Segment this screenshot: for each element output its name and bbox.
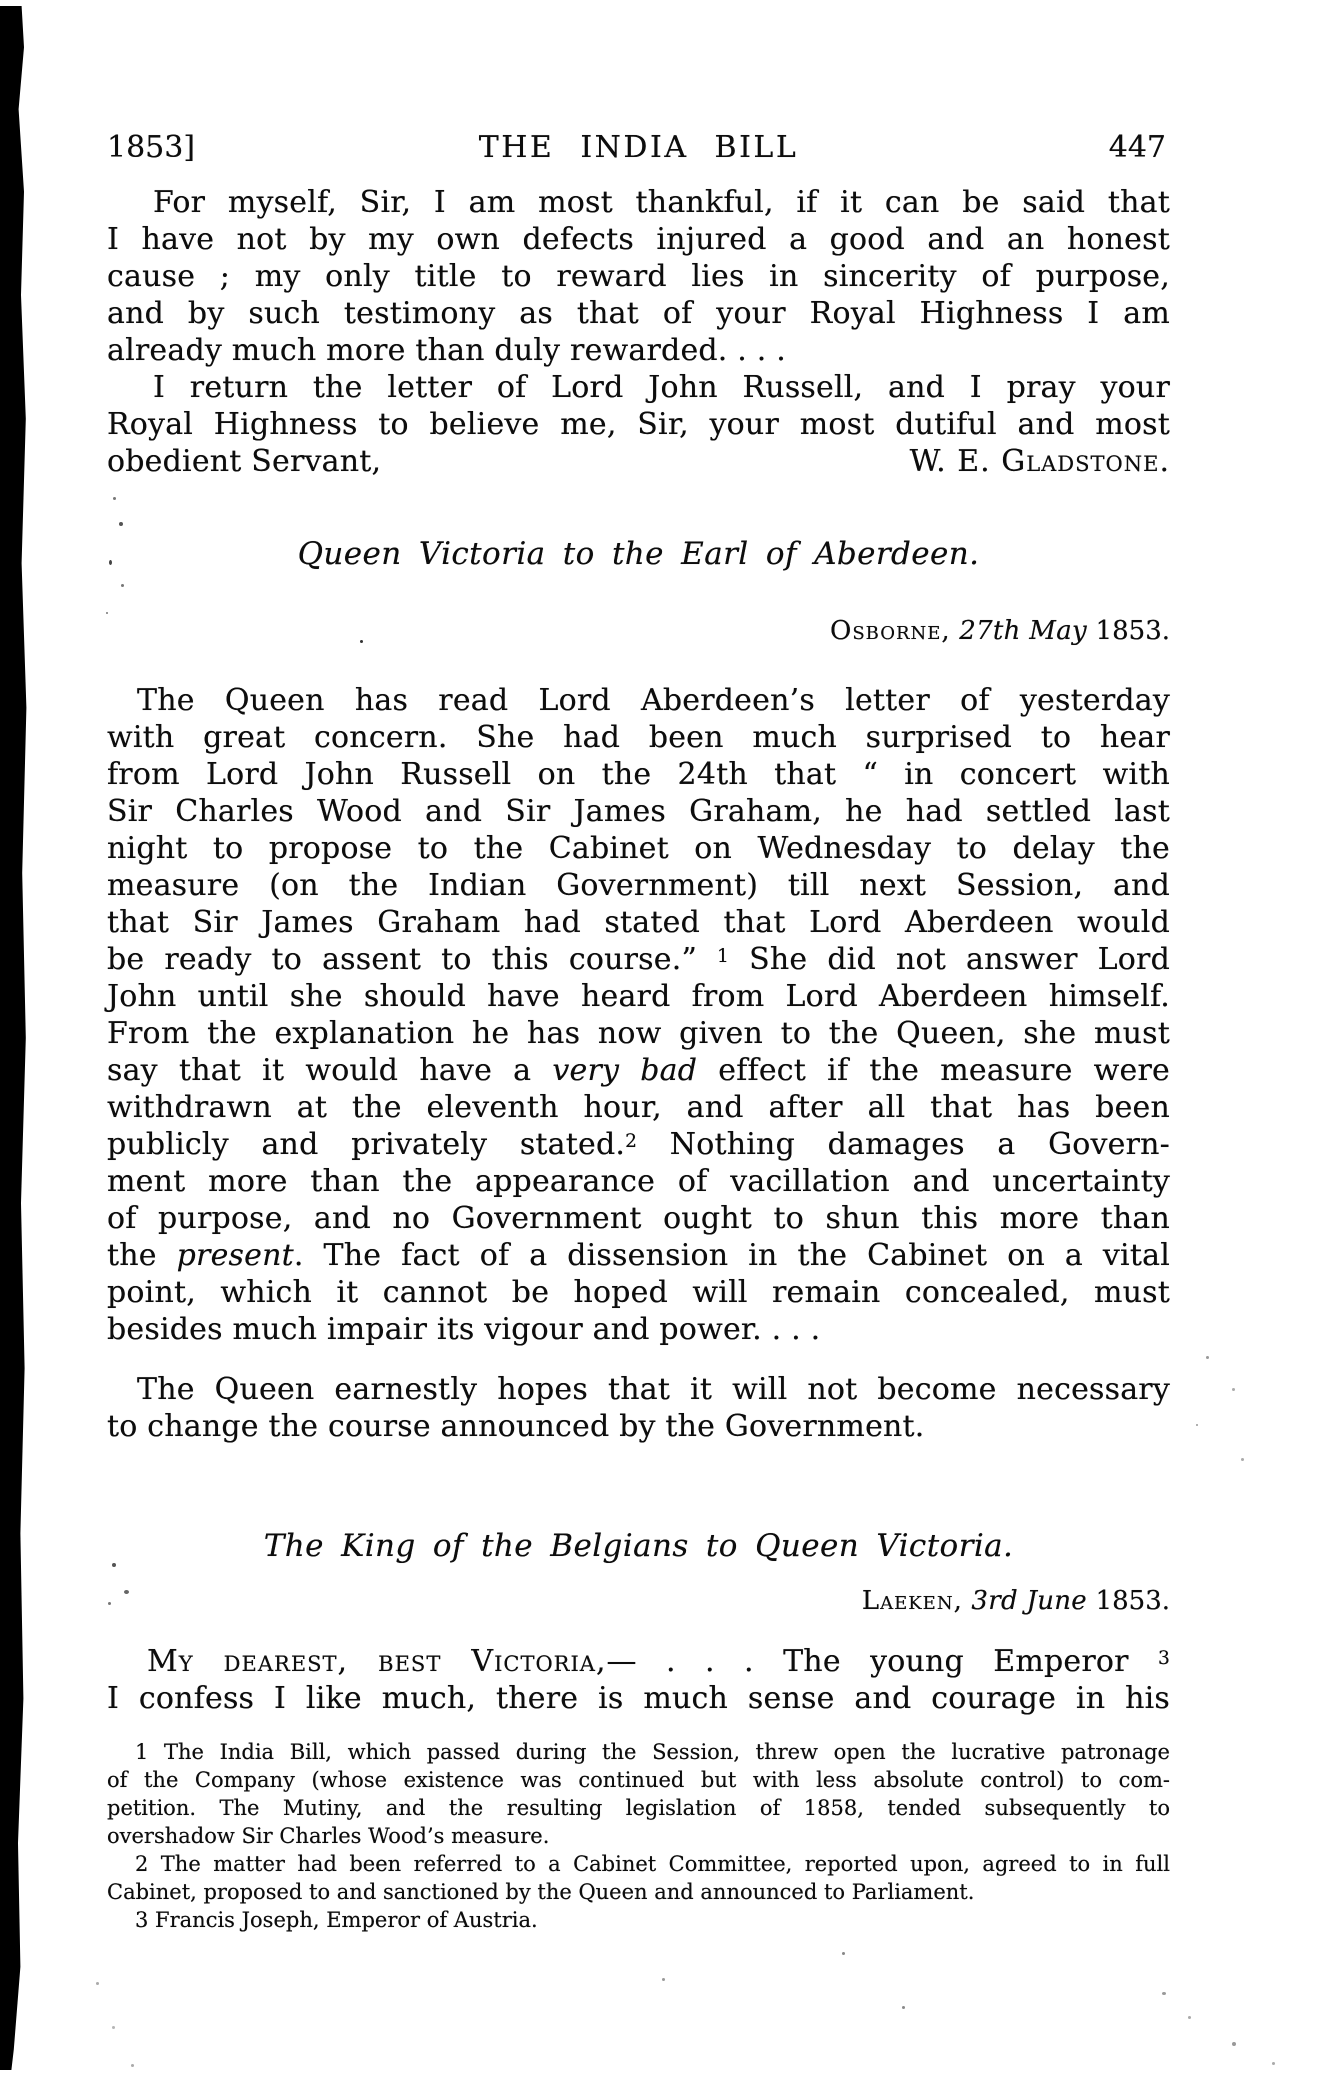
belgians-letter-paragraph [107,1644,1170,1718]
noise-speck [121,584,124,587]
text-line: overshadow Sir Charles Wood’s measure. [107,1824,550,1848]
text-line: I confess I like much, there is much sense and courage in his [107,1681,1170,1716]
text-line: 1 The India Bill, which passed during the Session, threw open the lucrative patronage [135,1740,1170,1764]
noise-speck [113,497,116,500]
text-line: The Queen has read Lord Aberdeen’s letter of yesterday [137,683,1170,718]
noise-speck [131,2064,134,2067]
gladstone-letter-closing [107,444,1170,481]
noise-speck [1232,2042,1236,2046]
text-line: The Queen earnestly hopes that it will not become necessary [137,1372,1170,1407]
noise-speck [1241,1458,1244,1461]
noise-speck [108,1602,111,1605]
page-number: 447 [1108,130,1166,165]
noise-speck [662,1978,665,1981]
text-line: with great concern. She had been much surprised to hear [107,720,1170,755]
text-line: and by such testimony as that of your Royal Highness I am [107,296,1170,331]
text-line: cause ; my only title to reward lies in sincerity of purpose, [107,259,1170,294]
text-line: be ready to assent to this course.” $^1$ She did not answer Lord [107,942,1170,977]
noise-speck [96,1982,99,1985]
noise-speck [106,612,108,614]
text-line: For myself, Sir, I am most thankful, if it can be said that [153,185,1170,220]
noise-speck [1196,1424,1198,1426]
noise-speck [1188,2016,1191,2019]
text-line: ment more than the appearance of vacillation and uncertainty [107,1164,1170,1199]
text-line: 3 Francis Joseph, Emperor of Austria. [135,1908,538,1932]
dateline-laeken: Laeken, 3rd June 1853. [861,1586,1170,1616]
noise-speck [360,640,363,643]
noise-speck [1272,2062,1275,2065]
letter-heading-victoria: Queen Victoria to the Earl of Aberdeen. [297,536,980,572]
text-line: John until she should have heard from Lord Aberdeen himself. [107,979,1170,1014]
text-line: Sir Charles Wood and Sir James Graham, he had settled last [107,794,1170,829]
noise-speck [902,2006,905,2009]
text-line: I return the letter of Lord John Russell, and I pray your [153,370,1170,405]
noise-speck [124,1590,129,1594]
text-line: 2 The matter had been referred to a Cabinet Committee, reported upon, agreed to in full [135,1852,1170,1876]
noise-speck [1162,1992,1166,1995]
page-header [107,130,1170,164]
noise-speck [112,1563,116,1567]
signature: W. E. Gladstone. [909,444,1170,479]
year-label: 1853] [107,130,196,165]
text-line: of purpose, and no Government ought to shun this more than [107,1201,1170,1236]
text-line: to change the course announced by the Government. [107,1409,925,1444]
scan-edge-bar [0,6,30,2070]
noise-speck [112,2026,115,2029]
noise-speck [119,522,123,526]
closing-line [107,444,1170,481]
noise-speck [1206,1356,1209,1359]
noise-speck [109,560,112,565]
text-line: petition. The Mutiny, and the resulting legislation of 1858, tended subsequently to [107,1796,1170,1820]
text-line: measure (on the Indian Government) till next Session, and [107,868,1170,903]
text-line: besides much impair its vigour and power. . . . [107,1312,821,1347]
text-line: withdrawn at the eleventh hour, and after all that has been [107,1090,1170,1125]
gladstone-letter-paragraphs [107,185,1170,444]
text-line: the present. The fact of a dissension in the Cabinet on a vital [107,1238,1170,1273]
text-line: already much more than duly rewarded. . . . [107,333,786,368]
victoria-letter-paragraph-2 [107,1372,1170,1446]
text-line: point, which it cannot be hoped will remain concealed, must [107,1275,1170,1310]
text-line: of the Company (whose existence was continued but with less absolute control) to com- [107,1768,1170,1792]
text-line: from Lord John Russell on the 24th that “ in concert with [107,757,1170,792]
text-line: Royal Highness to believe me, Sir, your most dutiful and most [107,407,1170,442]
text-line: From the explanation he has now given to the Queen, she must [107,1016,1170,1051]
text-line: Cabinet, proposed to and sanctioned by the Queen and announced to Parliament. [107,1880,975,1904]
noise-speck [842,1952,845,1955]
victoria-letter-paragraph-1 [107,683,1170,1349]
text-line: I have not by my own defects injured a good and an honest [107,222,1170,257]
text-line: that Sir James Graham had stated that Lord Aberdeen would [107,905,1170,940]
text-line: publicly and privately stated.$^2$ Nothing damages a Govern- [107,1127,1170,1162]
letter-heading-belgians: The King of the Belgians to Queen Victoria. [263,1528,1014,1564]
noise-speck [1232,1388,1235,1391]
footnotes [107,1740,1170,1936]
text-line: My dearest, best Victoria,— . . . The young Emperor $^3$ [147,1644,1170,1679]
running-title: THE INDIA BILL [478,130,799,165]
closing-left-text: obedient Servant, [107,444,382,479]
dateline-osborne: Osborne, 27th May 1853. [830,616,1170,646]
text-line: say that it would have a very bad effect if the measure were [107,1053,1170,1088]
text-line: night to propose to the Cabinet on Wednesday to delay the [107,831,1170,866]
